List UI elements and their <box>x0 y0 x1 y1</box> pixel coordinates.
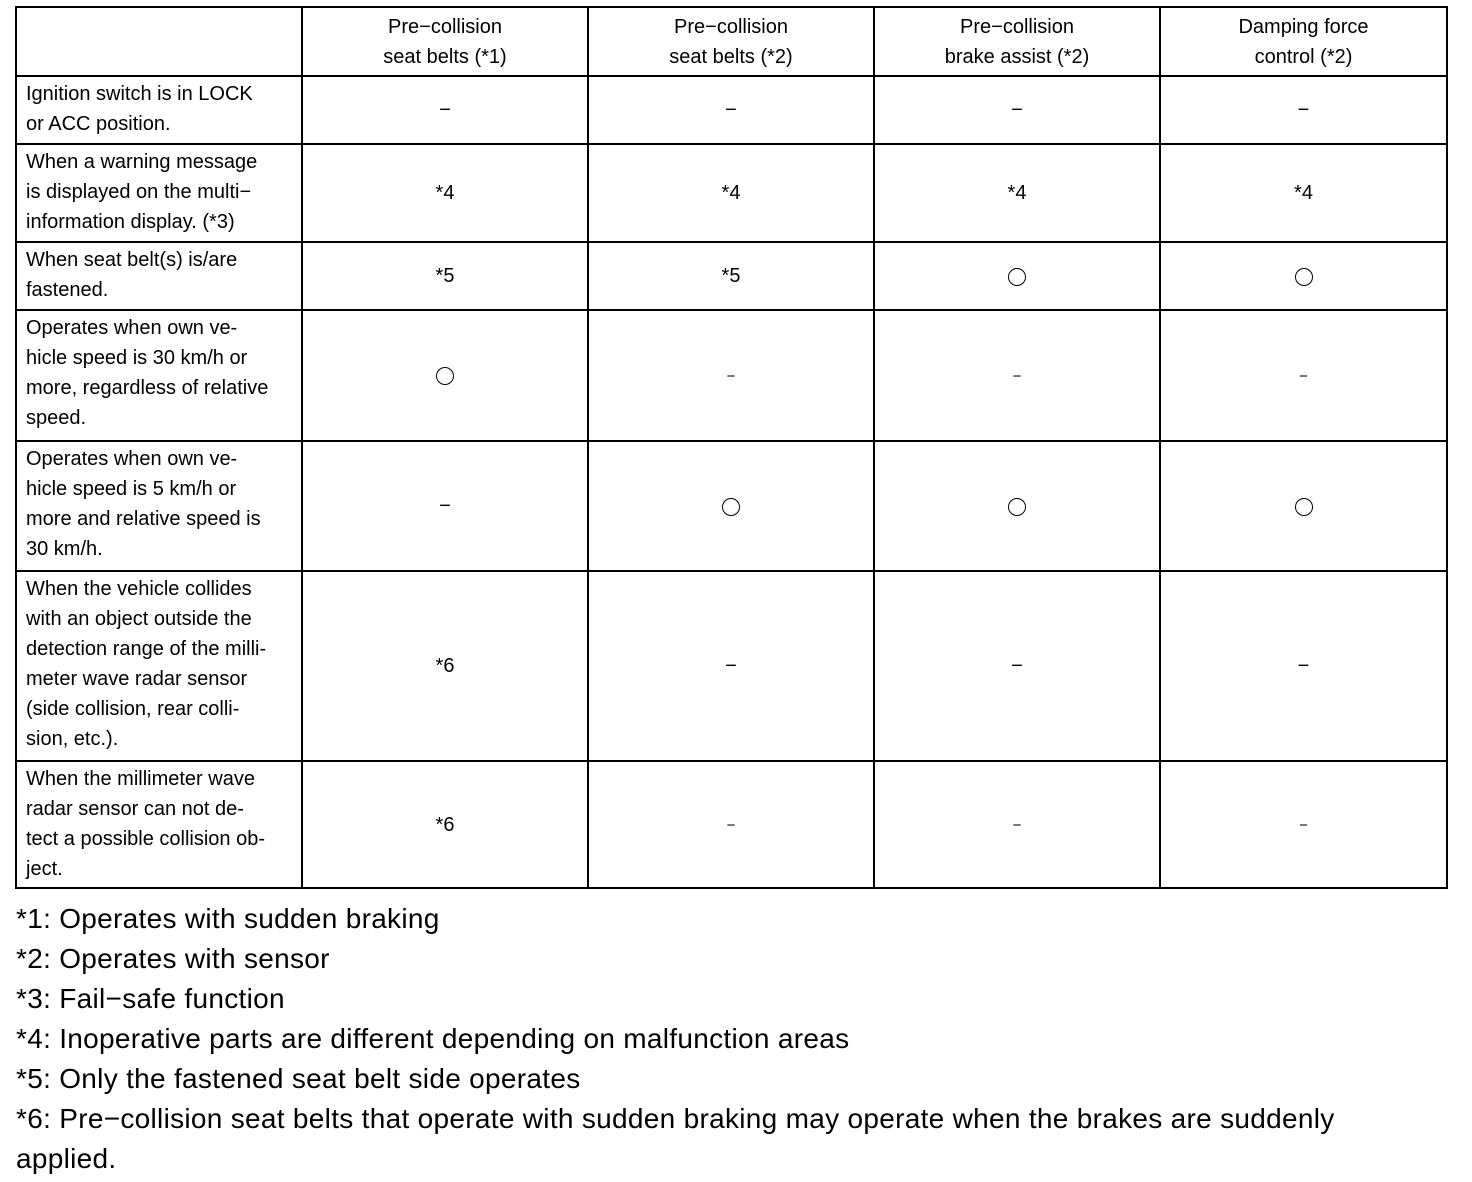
condition-text: Operates when own ve- <box>26 448 238 470</box>
condition-text: When a warning message <box>26 151 258 173</box>
condition-text: hicle speed is 30 km/h or <box>26 347 248 369</box>
header-pre-collision-brake-assist: Pre−collision brake assist (*2) <box>874 7 1160 76</box>
condition-text: information display. (*3) <box>26 211 235 233</box>
condition-text: meter wave radar sensor <box>26 668 248 690</box>
cell-pre-collision-seat-belts-1 <box>302 310 588 441</box>
footnote-line: *4: Inoperative parts are different depending on malfunction areas <box>16 1023 850 1054</box>
condition-cell <box>16 242 302 310</box>
condition-text: more, regardless of relative <box>26 377 269 399</box>
footnote-line: *5: Only the fastened seat belt side operates <box>16 1063 581 1094</box>
condition-cell <box>16 76 302 144</box>
dash-mark: − <box>1012 367 1022 385</box>
note-reference: *6 <box>435 655 455 677</box>
footnote-line: applied. <box>16 1143 117 1174</box>
note-reference: *4 <box>1007 182 1027 204</box>
note-reference: *4 <box>435 182 455 204</box>
condition-text: detection range of the milli- <box>26 638 267 660</box>
cell-damping-force-control <box>1160 242 1447 310</box>
condition-text: speed. <box>26 407 87 429</box>
condition-text: or ACC position. <box>26 113 171 135</box>
condition-text: (side collision, rear colli- <box>26 698 240 720</box>
cell-pre-collision-seat-belts-1 <box>302 571 588 761</box>
condition-text: When the millimeter wave <box>26 768 255 790</box>
cell-pre-collision-seat-belts-2 <box>588 242 874 310</box>
condition-cell <box>16 144 302 242</box>
cell-damping-force-control <box>1160 571 1447 761</box>
header-condition <box>16 7 302 76</box>
dash-mark: − <box>1012 816 1022 834</box>
dash-mark: − <box>1011 655 1023 677</box>
header-damping-force-control: Damping force control (*2) <box>1160 7 1447 76</box>
dash-mark: − <box>1299 816 1308 834</box>
cell-pre-collision-seat-belts-1 <box>302 441 588 571</box>
condition-text: fastened. <box>26 279 109 301</box>
table-header-row <box>16 7 1447 76</box>
cell-damping-force-control <box>1160 310 1447 441</box>
circle-operates-icon <box>722 498 740 516</box>
condition-text: radar sensor can not de- <box>26 798 244 820</box>
table-row <box>16 242 1447 310</box>
condition-text: 30 km/h. <box>26 538 103 560</box>
footnote-line: *2: Operates with sensor <box>16 943 330 974</box>
dash-mark: − <box>1297 655 1310 677</box>
dash-mark: − <box>1299 367 1308 385</box>
condition-text: more and relative speed is <box>26 508 261 530</box>
dash-mark: − <box>439 99 451 121</box>
cell-pre-collision-seat-belts-1 <box>302 144 588 242</box>
cell-pre-collision-seat-belts-2 <box>588 441 874 571</box>
condition-text: hicle speed is 5 km/h or <box>26 478 237 500</box>
dash-mark: − <box>725 99 737 121</box>
footnotes <box>16 899 1448 1179</box>
condition-cell <box>16 761 302 888</box>
table-row <box>16 761 1447 888</box>
header-pre-collision-seat-belts-1: Pre−collision seat belts (*1) <box>302 7 588 76</box>
condition-text: ject. <box>26 858 63 880</box>
note-reference: *5 <box>721 265 741 287</box>
cell-damping-force-control <box>1160 761 1447 888</box>
circle-operates-icon <box>1295 498 1313 516</box>
table-row <box>16 441 1447 571</box>
dash-mark: − <box>726 816 736 834</box>
circle-operates-icon <box>436 367 454 385</box>
header-pre-collision-seat-belts-2: Pre−collision seat belts (*2) <box>588 7 874 76</box>
note-reference: *5 <box>435 265 455 287</box>
table-row <box>16 310 1447 441</box>
circle-operates-icon <box>1008 498 1026 516</box>
cell-pre-collision-brake-assist <box>874 761 1160 888</box>
cell-pre-collision-brake-assist <box>874 144 1160 242</box>
note-reference: *4 <box>1294 182 1313 204</box>
table-body <box>16 76 1447 888</box>
cell-pre-collision-brake-assist <box>874 242 1160 310</box>
note-reference: *4 <box>721 182 741 204</box>
circle-operates-icon <box>1008 268 1026 286</box>
condition-cell <box>16 571 302 761</box>
cell-pre-collision-seat-belts-2 <box>588 310 874 441</box>
cell-pre-collision-seat-belts-2 <box>588 761 874 888</box>
footnote-line: *1: Operates with sudden braking <box>16 903 440 934</box>
condition-cell <box>16 310 302 441</box>
cell-pre-collision-brake-assist <box>874 76 1160 144</box>
cell-pre-collision-brake-assist <box>874 441 1160 571</box>
condition-text: with an object outside the <box>26 608 252 630</box>
cell-damping-force-control <box>1160 144 1447 242</box>
cell-pre-collision-seat-belts-1 <box>302 761 588 888</box>
cell-pre-collision-seat-belts-2 <box>588 571 874 761</box>
condition-cell <box>16 441 302 571</box>
cell-damping-force-control <box>1160 441 1447 571</box>
footnote-line: *3: Fail−safe function <box>16 983 285 1014</box>
circle-operates-icon <box>1295 268 1313 286</box>
cell-pre-collision-seat-belts-2 <box>588 144 874 242</box>
footnote-line: *6: Pre−collision seat belts that operate with sudden braking may operate when the brakes are suddenly <box>16 1103 1335 1134</box>
table-row <box>16 76 1447 144</box>
dash-mark: − <box>1297 99 1310 121</box>
condition-text: sion, etc.). <box>26 728 119 750</box>
cell-pre-collision-seat-belts-1 <box>302 76 588 144</box>
cell-damping-force-control <box>1160 76 1447 144</box>
cell-pre-collision-brake-assist <box>874 310 1160 441</box>
dash-mark: − <box>725 655 737 677</box>
condition-text: When the vehicle collides <box>26 578 252 600</box>
dash-mark: − <box>439 495 451 517</box>
dash-mark: − <box>726 367 736 385</box>
operation-conditions-table <box>15 6 1448 889</box>
cell-pre-collision-seat-belts-1 <box>302 242 588 310</box>
condition-text: Ignition switch is in LOCK <box>26 83 253 105</box>
condition-text: When seat belt(s) is/are <box>26 249 238 271</box>
condition-text: Operates when own ve- <box>26 317 238 339</box>
dash-mark: − <box>1011 99 1023 121</box>
table-row <box>16 144 1447 242</box>
note-reference: *6 <box>435 813 455 836</box>
condition-text: tect a possible collision ob- <box>26 828 266 850</box>
cell-pre-collision-seat-belts-2 <box>588 76 874 144</box>
cell-pre-collision-brake-assist <box>874 571 1160 761</box>
table-row <box>16 571 1447 761</box>
condition-text: is displayed on the multi− <box>26 181 252 203</box>
